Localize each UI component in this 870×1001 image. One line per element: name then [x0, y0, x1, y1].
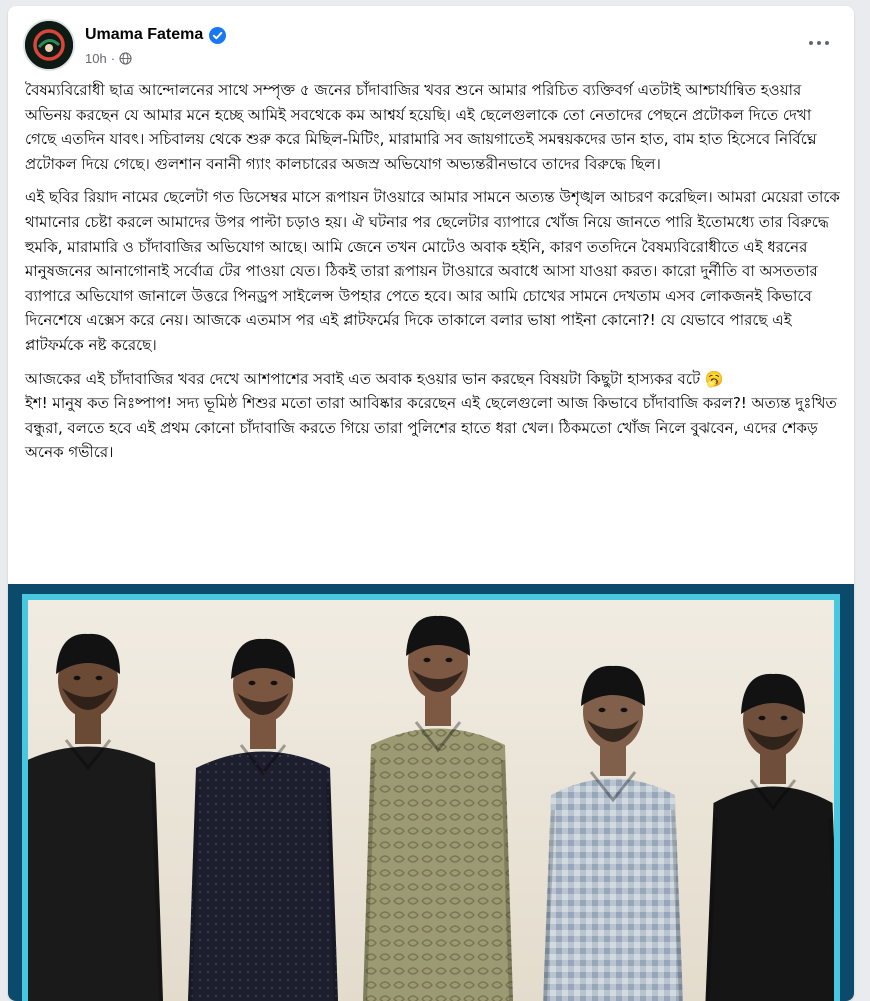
person-eye	[424, 658, 431, 662]
person-eye	[249, 681, 256, 685]
dot	[825, 41, 829, 45]
verified-badge-icon	[209, 27, 226, 44]
post-timestamp[interactable]: 10h	[85, 51, 107, 66]
post-header	[8, 6, 854, 72]
person-eye	[781, 716, 788, 720]
group-photo-image	[28, 600, 834, 1001]
person-shirt	[706, 787, 835, 1001]
person-shirt	[28, 747, 163, 1001]
post-meta	[85, 51, 132, 66]
dot	[809, 41, 813, 45]
more-options-icon[interactable]	[806, 36, 832, 50]
profile-avatar[interactable]	[23, 19, 75, 71]
post-paragraph: বৈষম্যবিরোধী ছাত্র আন্দোলনের সাথে সম্পৃক্ত ৫ জনের চাঁদাবাজির খবর শুনে আমার পরিচিত ব্যক্তিবর্গ এতটাই আশ্চার্যান্বিত হওয়ার অভিনয় করছেন যে আমার মনে হচ্ছে আমিই সবথেকে কম আশ্বর্য হয়েছি। এই ছেলেগুলাকে তো নেতাদের পেছনে প্রটোকল দিতে দেখা গেছে এতদিন যাবৎ। সচিবালয় থেকে শুরু করে মিছিল-মিটিং, মারামারি সব জায়গাতেই সমন্বয়কদের ডান হাত, বাম হাত হিসেবে নির্বিঘ্নে প্রটোকল দিয়ে গেছে। গুলশান বনানী গ্যাং কালচারের অজস্র অভিযোগ অভ্যন্তরীনভাবে তাদের বিরুদ্ধে ছিল।	[25, 81, 817, 173]
dot	[817, 41, 821, 45]
shirt-pattern	[543, 779, 683, 1001]
author-name[interactable]: Umama Fatema	[85, 26, 204, 43]
post-paragraph: আজকের এই চাঁদাবাজির খবর দেখে আশপাশের সবাই এত অবাক হওয়ার ভান করছেন বিষয়টা কিছুটা হাস্যকর বটে 🥱	[25, 369, 724, 388]
person-eye	[621, 708, 628, 712]
person-eye	[96, 676, 103, 680]
post-body	[25, 78, 845, 474]
post-paragraph: ইশ! মানুষ কত নিঃষ্পাপ! সদ্য ভূমিষ্ঠ শিশুর মতো তারা আবিষ্কার করেছেন এই ছেলেগুলো আজ কিভাবে চাঁদাবাজি করল?! অত্যন্ত দুঃখিত বন্ধুরা, বলতে হবে এই প্রথম কোনো চাঁদাবাজি করতে গিয়ে তারা পুলিশের হাতে ধরা খেল। ঠিকমতো খোঁজ নিলে বুঝবেন, এদের শেকড় অনেক গভীরে।	[25, 394, 837, 462]
post-photo[interactable]	[8, 584, 854, 1001]
shirt-pattern	[188, 752, 338, 1001]
globe-icon[interactable]	[119, 52, 132, 65]
person-eye	[599, 708, 606, 712]
person-eye	[759, 716, 766, 720]
shirt-pattern	[363, 729, 513, 1001]
meta-separator: ·	[110, 51, 116, 66]
post-paragraph: এই ছবির রিয়াদ নামের ছেলেটা গত ডিসেম্বর মাসে রূপায়ন টাওয়ারে আমার সামনে অত্যন্ত উশৃঙ্খল আচরণ করেছিল। আমরা মেয়েরা তাকে থামানোর চেষ্টা করলে আমাদের উপর পাল্টা চড়াও হয়। ঐ ঘটনার পর ছেলেটার ব্যাপারে খোঁজ নিয়ে জানতে পারি ইতোমধ্যে তার বিরুদ্ধে হুমকি, মারামারি ও চাঁদাবাজির অভিযোগ আছে। আমি জেনে তখন মোটেও অবাক হইনি, কারণ ততদিনে বৈষম্যবিরোধীতে এই ধরনের মানুষজনের আনাগোনাই সর্বোত্র টের পাওয়া যেত। ঠিকই তারা রূপায়ন টাওয়ারে অবাধে আসা যাওয়া করত। কারো দুর্নীতি বা অসততার ব্যাপারে অভিযোগ জানালে উত্তরে পিনড্রপ সাইলেন্স উপহার পেতে হবে। আর আমি চোখের সামনে দেখতাম এসব লোকজনই কিভাবে দিনেশেষে এক্সেস করে নেয়। আজকে এতমাস পর এই প্লাটফর্মের দিকে তাকালে বলার ভাষা পাইনা কোনো?! যে যেভাবে পারছে এই প্লাটফর্মকে নষ্ট করেছে।	[25, 188, 840, 354]
avatar-logo-icon	[25, 21, 73, 69]
facebook-post-card	[8, 6, 854, 1001]
photo-frame	[22, 594, 840, 1001]
person-eye	[271, 681, 278, 685]
person-eye	[446, 658, 453, 662]
person-eye	[74, 676, 81, 680]
